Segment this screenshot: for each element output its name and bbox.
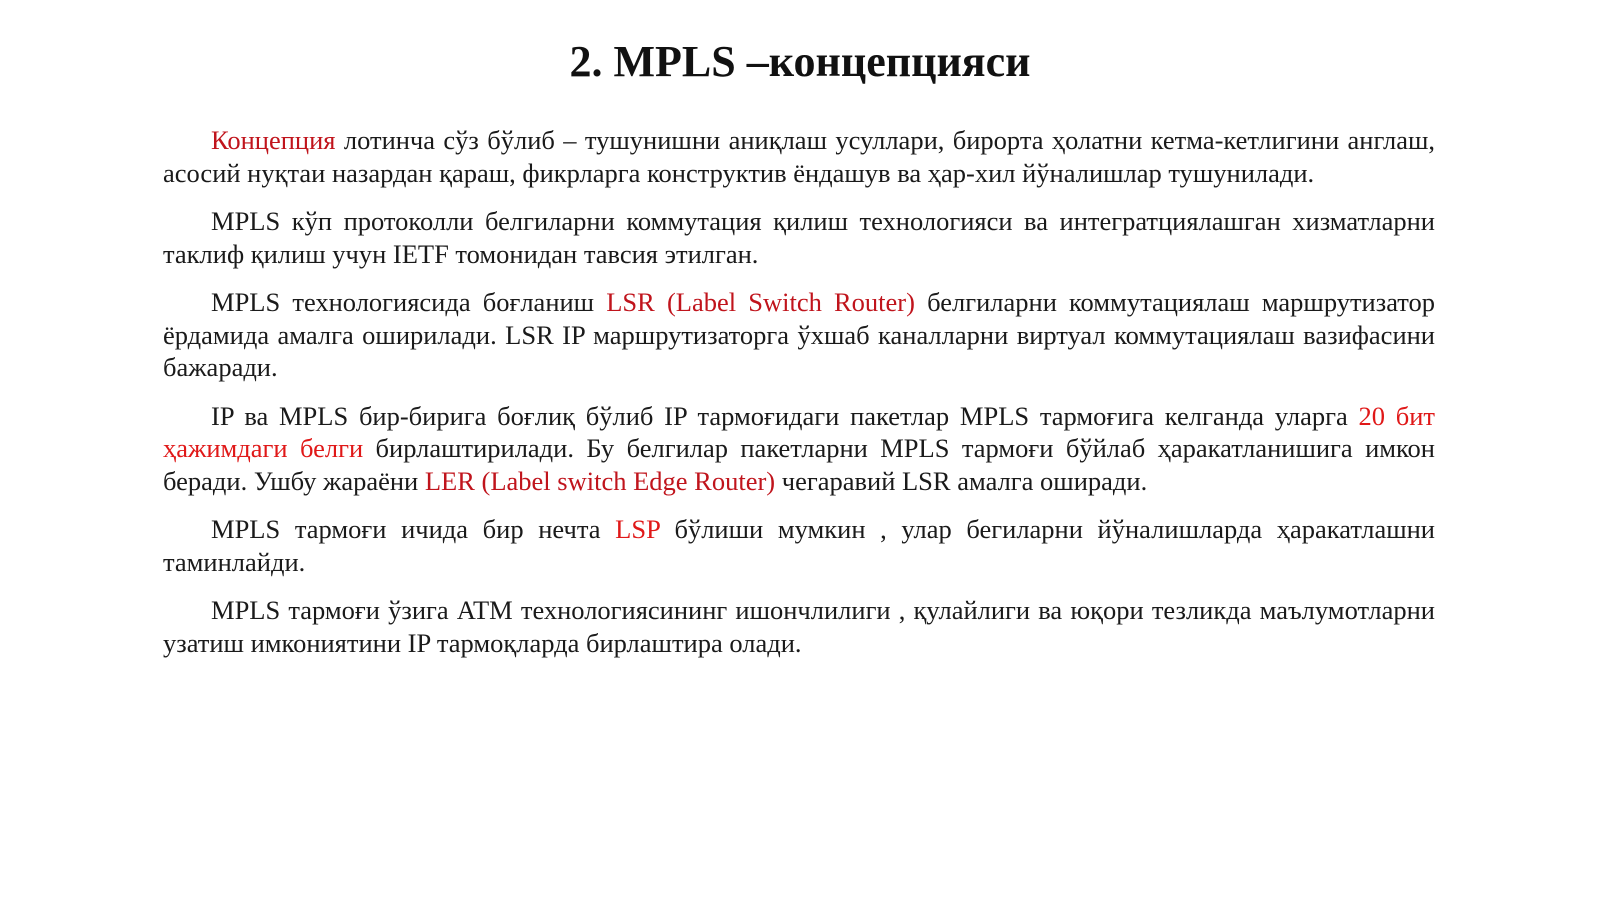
paragraph-1 [163,124,1435,189]
paragraph-3 [163,286,1435,384]
paragraph-2 [163,205,1435,270]
paragraph-text: IP ва MPLS бир-бирига боғлиқ бўлиб IP тармоғидаги пакетлар MPLS тармоғига келганда уларга [211,400,1359,431]
paragraph-text: бирлаштирилади. Бу белгилар пакетларни MPLS тармоғи бўйлаб ҳаракатланишига имкон беради. Ушбу жараёни [163,433,1435,496]
highlighted-term: LSR (Label Switch Router) [606,287,915,317]
paragraph-text: чегаравий LSR амалга оширади. [775,465,1148,496]
paragraph-4 [163,400,1435,498]
paragraph-text: MPLS технологиясида боғланиш [211,287,607,317]
paragraph-6 [163,594,1435,659]
paragraph-text: MPLS кўп протоколли белгиларни коммутация қилиш технологияси ва интегратциялашган хизматларни таклиф қилиш учун IETF томонидан тавсия этилган. [163,206,1435,269]
paragraph-text: MPLS тармоғи ўзига ATM технологиясининг ишончлилиги , қулайлиги ва юқори тезликда маълумотларни узатиш имкониятини IP тармоқларда бирлаштира олади. [163,595,1435,658]
highlighted-term: 20 бит ҳажимдаги белги [163,400,1435,463]
slide-body [163,124,1435,675]
paragraph-text: белгиларни коммутациялаш маршрутизатор ёрдамида амалга оширилади. LSR IP маршрутизаторга ўхшаб каналларни виртуал коммутациялаш вазифасини бажаради. [163,287,1436,382]
highlighted-term: LER (Label switch Edge Router) [424,465,776,496]
highlighted-term: LSP [615,514,660,544]
paragraph-5 [163,513,1435,578]
paragraph-text: бўлиши мумкин , улар бегиларни йўналишларда ҳаракатлашни таминлайди. [163,514,1435,577]
paragraph-text: лотинча сўз бўлиб – тушунишни аниқлаш усуллари, бирорта ҳолатни кетма-кетлигини англаш, асосий нуқтаи назардан қараш, фикрларга конструктив ёндашув ва ҳар-хил йўналишлар тушунилади. [163,125,1435,188]
slide-title: 2. MPLS –концепцияси [569,37,1031,86]
paragraph-text: MPLS тармоғи ичида бир нечта [211,514,616,544]
highlighted-term: Концепция [211,125,336,155]
